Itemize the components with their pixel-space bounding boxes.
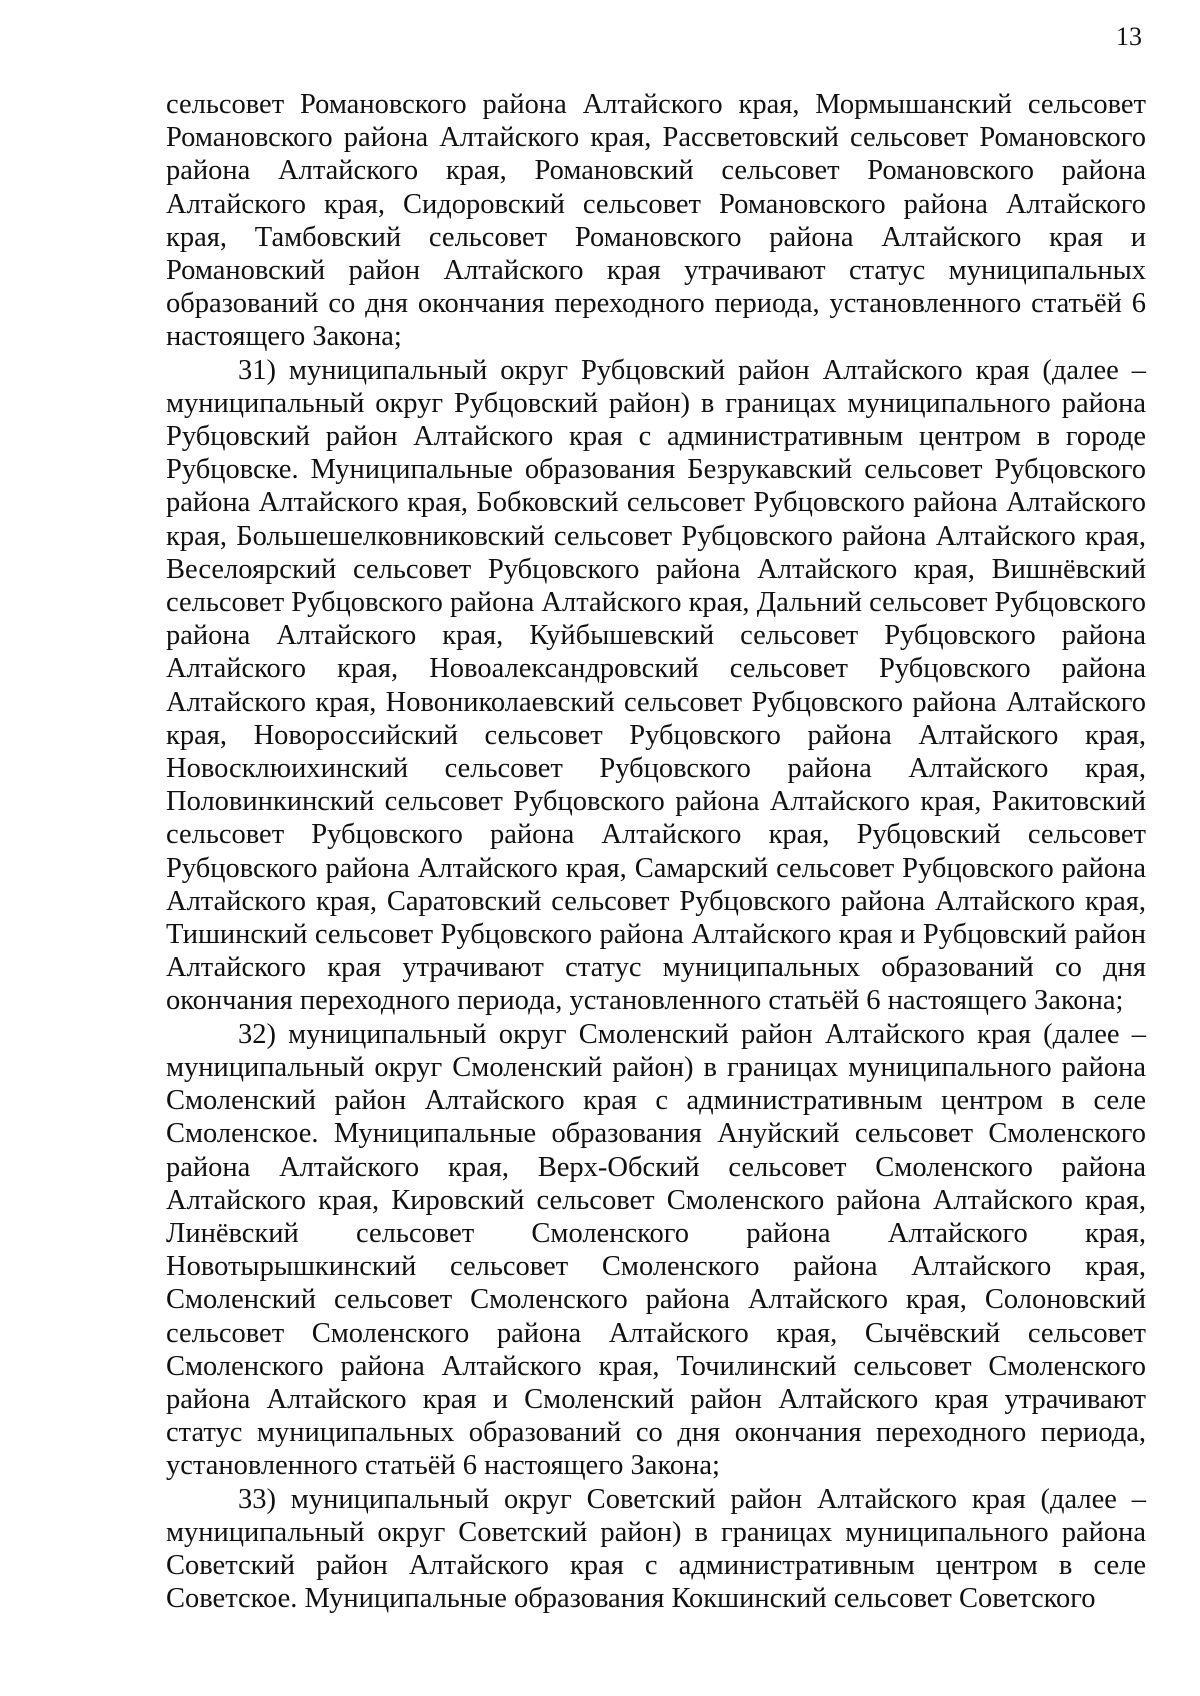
paragraph-item-32-smolensky: 32) муниципальный округ Смоленский район Алтайского края (далее – муниципальный округ Смоленский район) в границах муниципального района Смоленский район Алтайского края с административным центром в селе Смоленское. Муниципальные образования Ануйский сельсовет Смоленского района Алтайского края, Верх-Обский сельсовет Смоленского района Алтайского края, Кировский сельсовет Смоленского района Алтайского края, Линёвский сельсовет Смоленского района Алтайского края, Новотырышкинский сельсовет Смоленского района Алтайского края, Смоленский сельсовет Смоленского района Алтайского края, Солоновский сельсовет Смоленского района Алтайского края, Сычёвский сельсовет Смоленского района Алтайского края, Точилинский сельсовет Смоленского района Алтайского края и Смоленский район Алтайского края утрачивают статус муниципальных образований со дня окончания переходного периода, установленного статьёй 6 настоящего Закона; [166, 1018, 1146, 1482]
document-body [166, 88, 1146, 1615]
page-number: 13 [1116, 22, 1142, 51]
paragraph-item-31-rubtsovsky: 31) муниципальный округ Рубцовский район Алтайского края (далее – муниципальный округ Рубцовский район) в границах муниципального района Рубцовский район Алтайского края с административным центром в городе Рубцовске. Муниципальные образования Безрукавский сельсовет Рубцовского района Алтайского края, Бобковский сельсовет Рубцовского района Алтайского края, Большешелковниковский сельсовет Рубцовского района Алтайского края, Веселоярский сельсовет Рубцовского района Алтайского края, Вишнёвский сельсовет Рубцовского района Алтайского края, Дальний сельсовет Рубцовского района Алтайского края, Куйбышевский сельсовет Рубцовского района Алтайского края, Новоалександровский сельсовет Рубцовского района Алтайского края, Новониколаевский сельсовет Рубцовского района Алтайского края, Новороссийский сельсовет Рубцовского района Алтайского края, Новосклюихинский сельсовет Рубцовского района Алтайского края, Половинкинский сельсовет Рубцовского района Алтайского края, Ракитовский сельсовет Рубцовского района Алтайского края, Рубцовский сельсовет Рубцовского района Алтайского края, Самарский сельсовет Рубцовского района Алтайского края, Саратовский сельсовет Рубцовского района Алтайского края, Тишинский сельсовет Рубцовского района Алтайского края и Рубцовский район Алтайского края утрачивают статус муниципальных образований со дня окончания переходного периода, установленного статьёй 6 настоящего Закона; [166, 354, 1146, 1017]
paragraph-continuation-romanovsky: сельсовет Романовского района Алтайского края, Мормышанский сельсовет Романовского района Алтайского края, Рассветовский сельсовет Романовского района Алтайского края, Романовский сельсовет Романовского района Алтайского края, Сидоровский сельсовет Романовского района Алтайского края, Тамбовский сельсовет Романовского района Алтайского края и Романовский район Алтайского края утрачивают статус муниципальных образований со дня окончания переходного периода, установленного статьёй 6 настоящего Закона; [166, 89, 1146, 353]
paragraph-item-33-sovetsky: 33) муниципальный округ Советский район Алтайского края (далее – муниципальный округ Советский район) в границах муниципального района Советский район Алтайского края с административным центром в селе Советское. Муниципальные образования Кокшинский сельсовет Советского [166, 1483, 1146, 1615]
